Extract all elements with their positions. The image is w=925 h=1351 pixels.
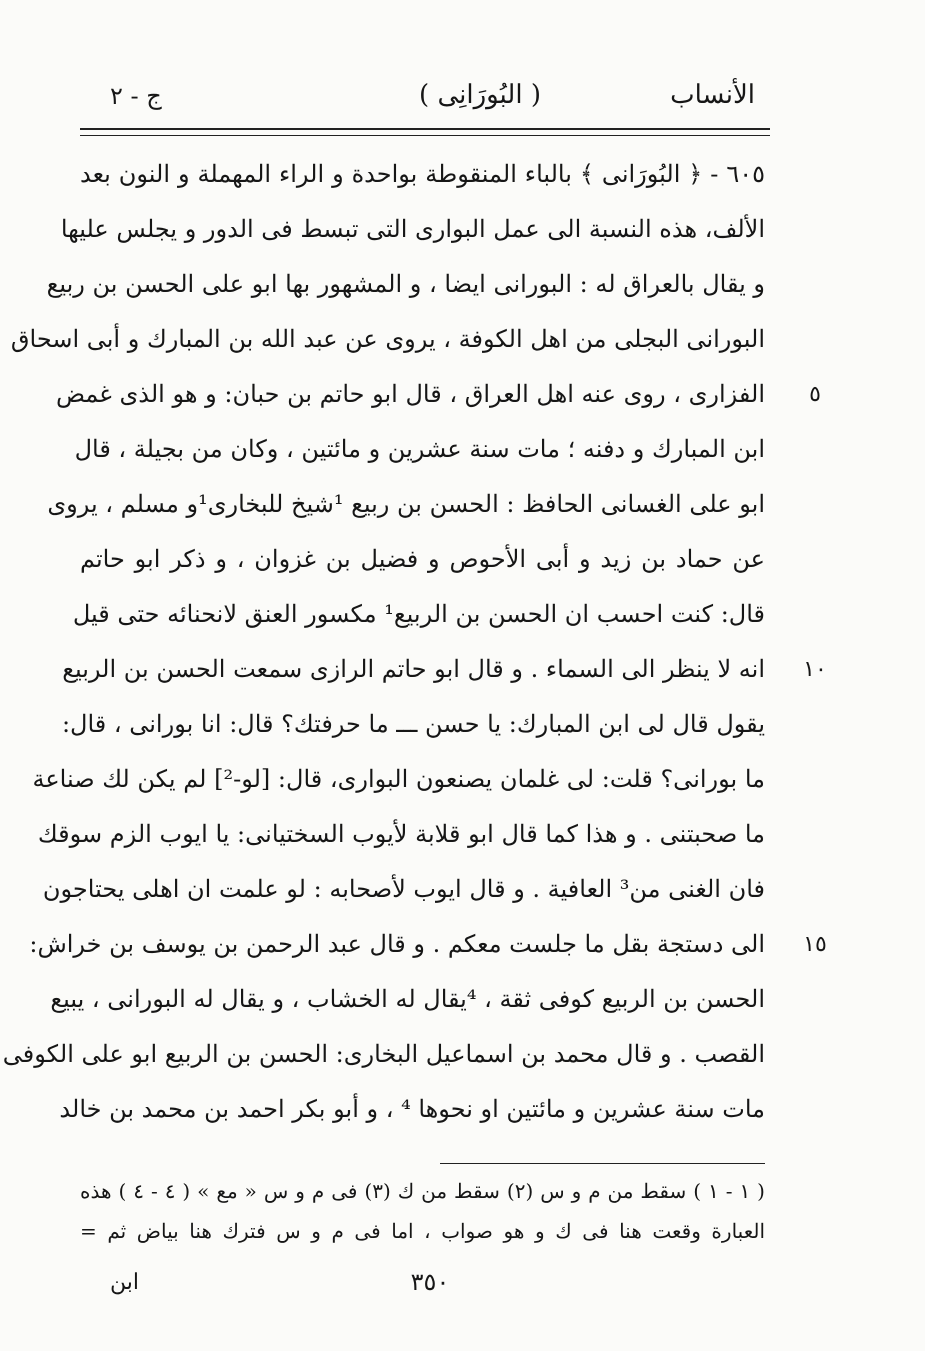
running-head-entry: ( البُورَانِى ) (419, 80, 541, 110)
text-line: ٦٠٥ - ﴿ البُورَانى ﴾ بالباء المنقوطة بواحدة و الراء المهملة و النون بعد (80, 160, 765, 188)
text-line: ابو على الغسانى الحافظ : الحسن بن ربيع ¹شيخ للبخارى¹و مسلم ، يروى (47, 490, 765, 518)
text-line: ابن المبارك و دفنه ؛ مات سنة عشرين و مائتين ، وكان من بجيلة ، قال (74, 435, 765, 463)
text-line: البورانى البجلى من اهل الكوفة ، يروى عن عبد الله بن المبارك و أبى اسحاق (10, 325, 765, 353)
text-line: يقول قال لى ابن المبارك: يا حسن ـــ ما حرفتك؟ قال: انا بورانى ، قال: (61, 710, 765, 738)
footnote-rule (440, 1163, 765, 1164)
footnote-line: ( ١ - ١ ) سقط من م و س (٢) سقط من ك (٣) فى م و س « مع » ( ٤ - ٤ ) هذه (80, 1179, 765, 1203)
running-head-book-title: الأنساب (670, 80, 755, 110)
text-line: الألف، هذه النسبة الى عمل البوارى التى تبسط فى الدور و يجلس عليها (60, 215, 765, 243)
line-number: ١٠ (803, 657, 827, 682)
text-line: مات سنة عشرين و مائتين او نحوها ⁴ ، و أبو بكر احمد بن محمد بن خالد (59, 1095, 765, 1123)
text-line: و يقال بالعراق له : البورانى ايضا ، و المشهور بها ابو على الحسن بن ربيع (46, 270, 765, 298)
page-number: ٣٥٠ (410, 1268, 450, 1296)
text-line: فان الغنى من³ العافية . و قال ايوب لأصحابه : لو علمت ان اهلى يحتاجون (42, 875, 765, 903)
line-number: ٥ (809, 382, 821, 407)
footnote-line: العبارة وقعت هنا فى ك و هو صواب ، اما فى م و س فترك هنا بياض ثم = (80, 1219, 765, 1243)
text-line: ما صحبتنى . و هذا كما قال ابو قلابة لأيوب السختيانى: يا ايوب الزم سوقك (37, 820, 765, 848)
catchword: ابن (110, 1270, 139, 1295)
text-line: انه لا ينظر الى السماء . و قال ابو حاتم الرازى سمعت الحسن بن الربيع (62, 655, 765, 683)
text-line: عن حماد بن زيد و أبى الأحوص و فضيل بن غزوان ، و ذكر ابو حاتم (80, 545, 765, 573)
text-line: ما بورانى؟ قلت: لى غلمان يصنعون البوارى، قال: [لو-²] لم يكن لك صناعة (32, 765, 765, 793)
text-line: القصب . و قال محمد بن اسماعيل البخارى: الحسن بن الربيع ابو على الكوفى (2, 1040, 765, 1068)
text-line: قال: كنت احسب ان الحسن بن الربيع¹ مكسور العنق لانحنائه حتى قيل (72, 600, 765, 628)
text-line: الحسن بن الربيع كوفى ثقة ، ⁴يقال له الخشاب ، و يقال له البورانى ، يبيع (50, 985, 765, 1013)
line-number: ١٥ (803, 932, 827, 957)
text-line: الى دستجة بقل ما جلست معكم . و قال عبد الرحمن بن يوسف بن خراش: (29, 930, 765, 958)
text-line: الفزارى ، روى عنه اهل العراق ، قال ابو حاتم بن حبان: و هو الذى غمض (56, 380, 765, 408)
running-head-volume: ج - ٢ (110, 82, 162, 110)
